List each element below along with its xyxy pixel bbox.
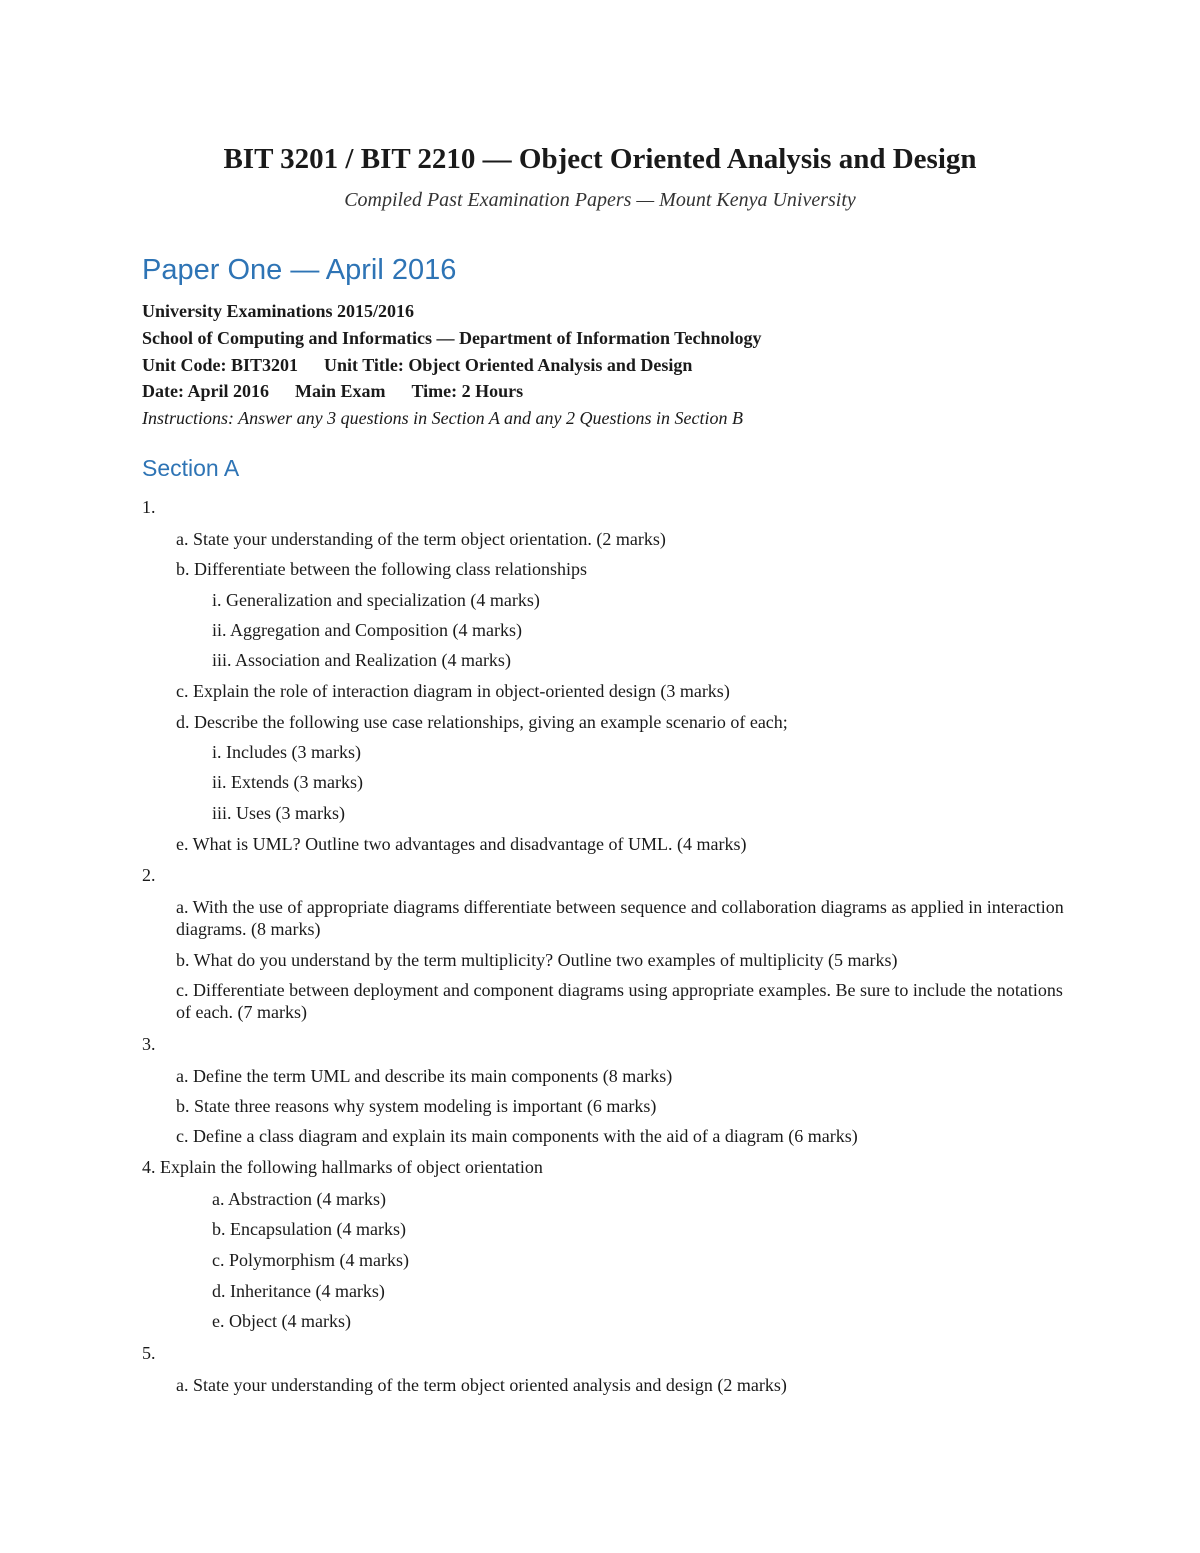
question-1b-i: i. Generalization and specialization (4 marks) [212, 590, 540, 610]
question-4-stem: 4. Explain the following hallmarks of object orientation [142, 1157, 543, 1177]
question-1d-i: i. Includes (3 marks) [212, 742, 361, 762]
question-2-number: 2. [142, 865, 156, 885]
document-title: BIT 3201 / BIT 2210 — Object Oriented Analysis and Design [223, 143, 977, 175]
unit-title: Unit Title: Object Oriented Analysis and Design [324, 355, 693, 375]
school-department: School of Computing and Informatics — Department of Information Technology [142, 328, 762, 348]
question-2c: c. Differentiate between deployment and component diagrams using appropriate examples. Be sure to include the notations of each. (7 marks) [176, 980, 1063, 1022]
question-1b-ii: ii. Aggregation and Composition (4 marks) [212, 620, 522, 640]
question-4c: c. Polymorphism (4 marks) [212, 1250, 409, 1270]
question-3a: a. Define the term UML and describe its main components (8 marks) [176, 1066, 673, 1086]
question-3c: c. Define a class diagram and explain its main components with the aid of a diagram (6 marks) [176, 1126, 858, 1146]
exam-time: Time: 2 Hours [411, 381, 524, 401]
question-4d: d. Inheritance (4 marks) [212, 1281, 385, 1301]
question-1b-iii: iii. Association and Realization (4 marks) [212, 650, 511, 670]
question-2a: a. With the use of appropriate diagrams differentiate between sequence and collaboration diagrams as applied in interaction diagrams. (8 marks) [176, 897, 1064, 939]
question-1b: b. Differentiate between the following class relationships [176, 559, 588, 579]
section-heading: Section A [142, 455, 240, 481]
unit-code: Unit Code: BIT3201 [142, 355, 299, 375]
date-line [142, 381, 523, 402]
unit-line [142, 355, 692, 376]
question-1d: d. Describe the following use case relationships, giving an example scenario of each; [176, 712, 788, 732]
question-3-number: 3. [142, 1034, 156, 1054]
question-4a: a. Abstraction (4 marks) [212, 1189, 386, 1209]
question-1d-ii: ii. Extends (3 marks) [212, 772, 363, 792]
question-5-number: 5. [142, 1343, 156, 1363]
question-1c: c. Explain the role of interaction diagram in object-oriented design (3 marks) [176, 681, 730, 701]
question-1d-iii: iii. Uses (3 marks) [212, 803, 345, 823]
paper-heading: Paper One — April 2016 [142, 254, 457, 286]
document-subtitle: Compiled Past Examination Papers — Mount Kenya University [344, 189, 856, 211]
question-5a: a. State your understanding of the term object oriented analysis and design (2 marks) [176, 1375, 787, 1395]
exam-type: Main Exam [294, 381, 386, 401]
question-4e: e. Object (4 marks) [212, 1311, 351, 1331]
instructions: Instructions: Answer any 3 questions in Section A and any 2 Questions in Section B [142, 408, 743, 428]
exam-date: Date: April 2016 [142, 381, 269, 401]
question-4b: b. Encapsulation (4 marks) [212, 1219, 406, 1239]
question-1-number: 1. [142, 497, 156, 517]
exam-session: University Examinations 2015/2016 [142, 301, 415, 321]
question-3b: b. State three reasons why system modeling is important (6 marks) [176, 1096, 657, 1116]
question-1e: e. What is UML? Outline two advantages and disadvantage of UML. (4 marks) [176, 834, 747, 854]
question-1a: a. State your understanding of the term object orientation. (2 marks) [176, 529, 666, 549]
question-2b: b. What do you understand by the term multiplicity? Outline two examples of multiplicity (5 marks) [176, 950, 898, 970]
